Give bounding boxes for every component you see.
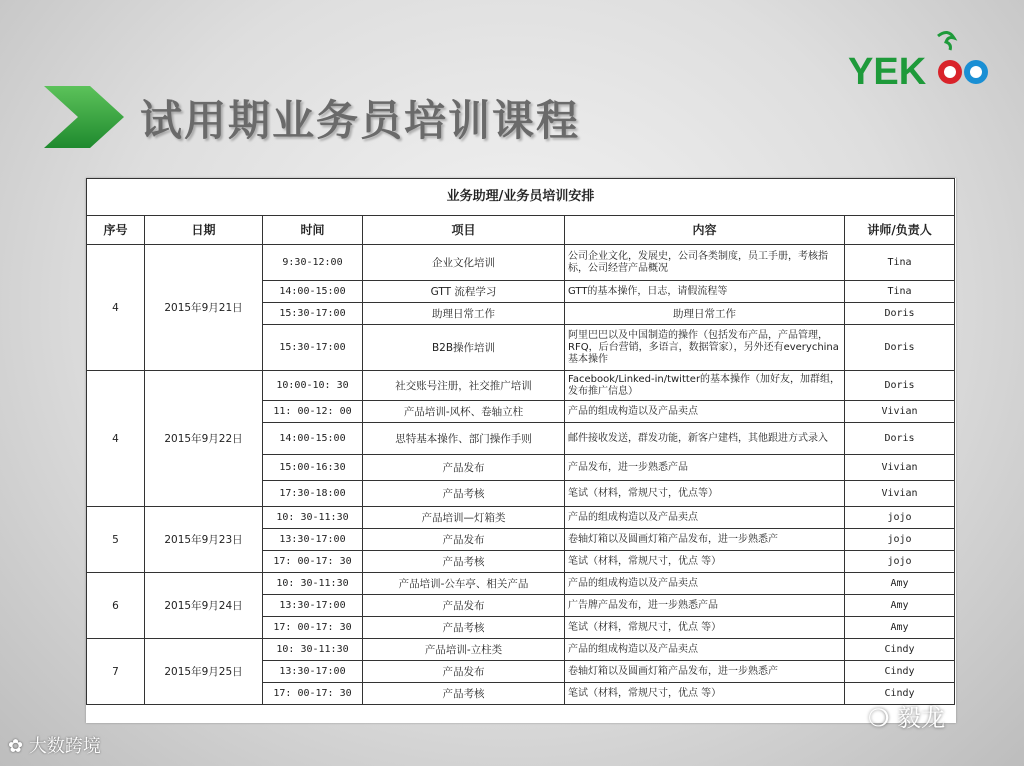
time-cell: 10: 30-11:30 <box>263 573 363 595</box>
seq-cell: 4 <box>87 245 145 371</box>
svg-text:YEK: YEK <box>848 51 927 90</box>
item-cell: 产品发布 <box>363 455 565 481</box>
content-cell: 广告牌产品发布，进一步熟悉产品 <box>565 595 845 617</box>
weibo-icon: ✿ <box>8 736 24 757</box>
content-cell: 产品的组成构造以及产品卖点 <box>565 639 845 661</box>
wechat-icon: ❍ <box>868 704 890 732</box>
item-cell: 社交账号注册，社交推广培训 <box>363 371 565 401</box>
header-content: 内容 <box>565 216 845 245</box>
seq-cell: 5 <box>87 507 145 573</box>
date-cell: 2015年9月22日 <box>145 371 263 507</box>
lecturer-cell: Amy <box>845 617 955 639</box>
time-cell: 15:30-17:00 <box>263 325 363 371</box>
content-cell: 笔试（材料，常规尺寸，优点 等） <box>565 683 845 705</box>
time-cell: 17: 00-17: 30 <box>263 551 363 573</box>
date-cell: 2015年9月23日 <box>145 507 263 573</box>
lecturer-cell: Doris <box>845 423 955 455</box>
time-cell: 11: 00-12: 00 <box>263 401 363 423</box>
lecturer-cell: Cindy <box>845 683 955 705</box>
content-cell: 助理日常工作 <box>565 303 845 325</box>
item-cell: 产品培训-立柱类 <box>363 639 565 661</box>
lecturer-cell: Doris <box>845 325 955 371</box>
content-cell: 笔试（材料，常规尺寸，优点等） <box>565 481 845 507</box>
header-date: 日期 <box>145 216 263 245</box>
time-cell: 10: 30-11:30 <box>263 507 363 529</box>
lecturer-cell: Doris <box>845 371 955 401</box>
date-cell: 2015年9月25日 <box>145 639 263 705</box>
content-cell: 笔试（材料，常规尺寸，优点 等） <box>565 551 845 573</box>
table-row <box>87 639 955 661</box>
item-cell: 助理日常工作 <box>363 303 565 325</box>
content-cell: 产品的组成构造以及产品卖点 <box>565 401 845 423</box>
table-row <box>87 507 955 529</box>
item-cell: GTT 流程学习 <box>363 281 565 303</box>
item-cell: 产品发布 <box>363 661 565 683</box>
content-cell: 产品发布，进一步熟悉产品 <box>565 455 845 481</box>
table-header-row <box>87 216 955 245</box>
table-row <box>87 371 955 401</box>
lecturer-cell: Vivian <box>845 401 955 423</box>
item-cell: 产品考核 <box>363 551 565 573</box>
time-cell: 17: 00-17: 30 <box>263 683 363 705</box>
dragon-logo-icon <box>846 28 996 90</box>
training-schedule-table <box>86 178 955 705</box>
watermark-left <box>8 732 101 758</box>
table-row <box>87 573 955 595</box>
time-cell: 10:00-10: 30 <box>263 371 363 401</box>
table-caption-row <box>87 179 955 216</box>
table-caption: 业务助理/业务员培训安排 <box>87 179 955 216</box>
item-cell: B2B操作培训 <box>363 325 565 371</box>
lecturer-cell: Vivian <box>845 455 955 481</box>
content-cell: 卷轴灯箱以及圆画灯箱产品发布，进一步熟悉产 <box>565 661 845 683</box>
time-cell: 17:30-18:00 <box>263 481 363 507</box>
item-cell: 产品发布 <box>363 529 565 551</box>
time-cell: 14:00-15:00 <box>263 281 363 303</box>
seq-cell: 6 <box>87 573 145 639</box>
time-cell: 13:30-17:00 <box>263 661 363 683</box>
content-cell: 阿里巴巴以及中国制造的操作（包括发布产品，产品管理，RFQ，后台营销，多语言，数据管家），另外还有everychina 基本操作 <box>565 325 845 371</box>
chevron-arrow-icon <box>44 86 124 148</box>
time-cell: 10: 30-11:30 <box>263 639 363 661</box>
header-time: 时间 <box>263 216 363 245</box>
date-cell: 2015年9月24日 <box>145 573 263 639</box>
content-cell: GTT的基本操作，日志，请假流程等 <box>565 281 845 303</box>
lecturer-cell: Tina <box>845 281 955 303</box>
time-cell: 17: 00-17: 30 <box>263 617 363 639</box>
content-cell: 笔试（材料，常规尺寸，优点 等） <box>565 617 845 639</box>
brand-logo <box>846 28 996 90</box>
content-cell: 公司企业文化，发展史，公司各类制度，员工手册，考核指标，公司经营产品概况 <box>565 245 845 281</box>
lecturer-cell: Doris <box>845 303 955 325</box>
content-cell: 卷轴灯箱以及圆画灯箱产品发布，进一步熟悉产 <box>565 529 845 551</box>
slide-title: 试用期业务员培训课程 <box>140 96 581 145</box>
content-cell: 产品的组成构造以及产品卖点 <box>565 507 845 529</box>
item-cell: 产品考核 <box>363 481 565 507</box>
item-cell: 企业文化培训 <box>363 245 565 281</box>
item-cell: 产品考核 <box>363 683 565 705</box>
time-cell: 14:00-15:00 <box>263 423 363 455</box>
item-cell: 思特基本操作、部门操作手则 <box>363 423 565 455</box>
watermark-right-text: 毅龙 <box>897 704 946 732</box>
header-lecturer: 讲师/负责人 <box>845 216 955 245</box>
item-cell: 产品培训—灯箱类 <box>363 507 565 529</box>
lecturer-cell: Tina <box>845 245 955 281</box>
header-item: 项目 <box>363 216 565 245</box>
lecturer-cell: Amy <box>845 595 955 617</box>
item-cell: 产品发布 <box>363 595 565 617</box>
seq-cell: 7 <box>87 639 145 705</box>
time-cell: 13:30-17:00 <box>263 529 363 551</box>
lecturer-cell: Vivian <box>845 481 955 507</box>
seq-cell: 4 <box>87 371 145 507</box>
date-cell: 2015年9月21日 <box>145 245 263 371</box>
time-cell: 9:30-12:00 <box>263 245 363 281</box>
content-cell: Facebook/Linked-in/twitter的基本操作（加好友，加群组，发布推广信息） <box>565 371 845 401</box>
item-cell: 产品培训-公车亭、相关产品 <box>363 573 565 595</box>
lecturer-cell: Cindy <box>845 639 955 661</box>
watermark-left-text: 大数跨境 <box>28 736 101 757</box>
item-cell: 产品培训-风杯、卷轴立柱 <box>363 401 565 423</box>
lecturer-cell: jojo <box>845 507 955 529</box>
lecturer-cell: Amy <box>845 573 955 595</box>
schedule-sheet <box>86 178 956 723</box>
lecturer-cell: jojo <box>845 529 955 551</box>
header-seq: 序号 <box>87 216 145 245</box>
content-cell: 邮件接收发送，群发功能，新客户建档，其他跟进方式录入 <box>565 423 845 455</box>
lecturer-cell: Cindy <box>845 661 955 683</box>
watermark-right <box>868 698 945 733</box>
time-cell: 15:00-16:30 <box>263 455 363 481</box>
content-cell: 产品的组成构造以及产品卖点 <box>565 573 845 595</box>
lecturer-cell: jojo <box>845 551 955 573</box>
time-cell: 15:30-17:00 <box>263 303 363 325</box>
item-cell: 产品考核 <box>363 617 565 639</box>
time-cell: 13:30-17:00 <box>263 595 363 617</box>
table-row <box>87 245 955 281</box>
